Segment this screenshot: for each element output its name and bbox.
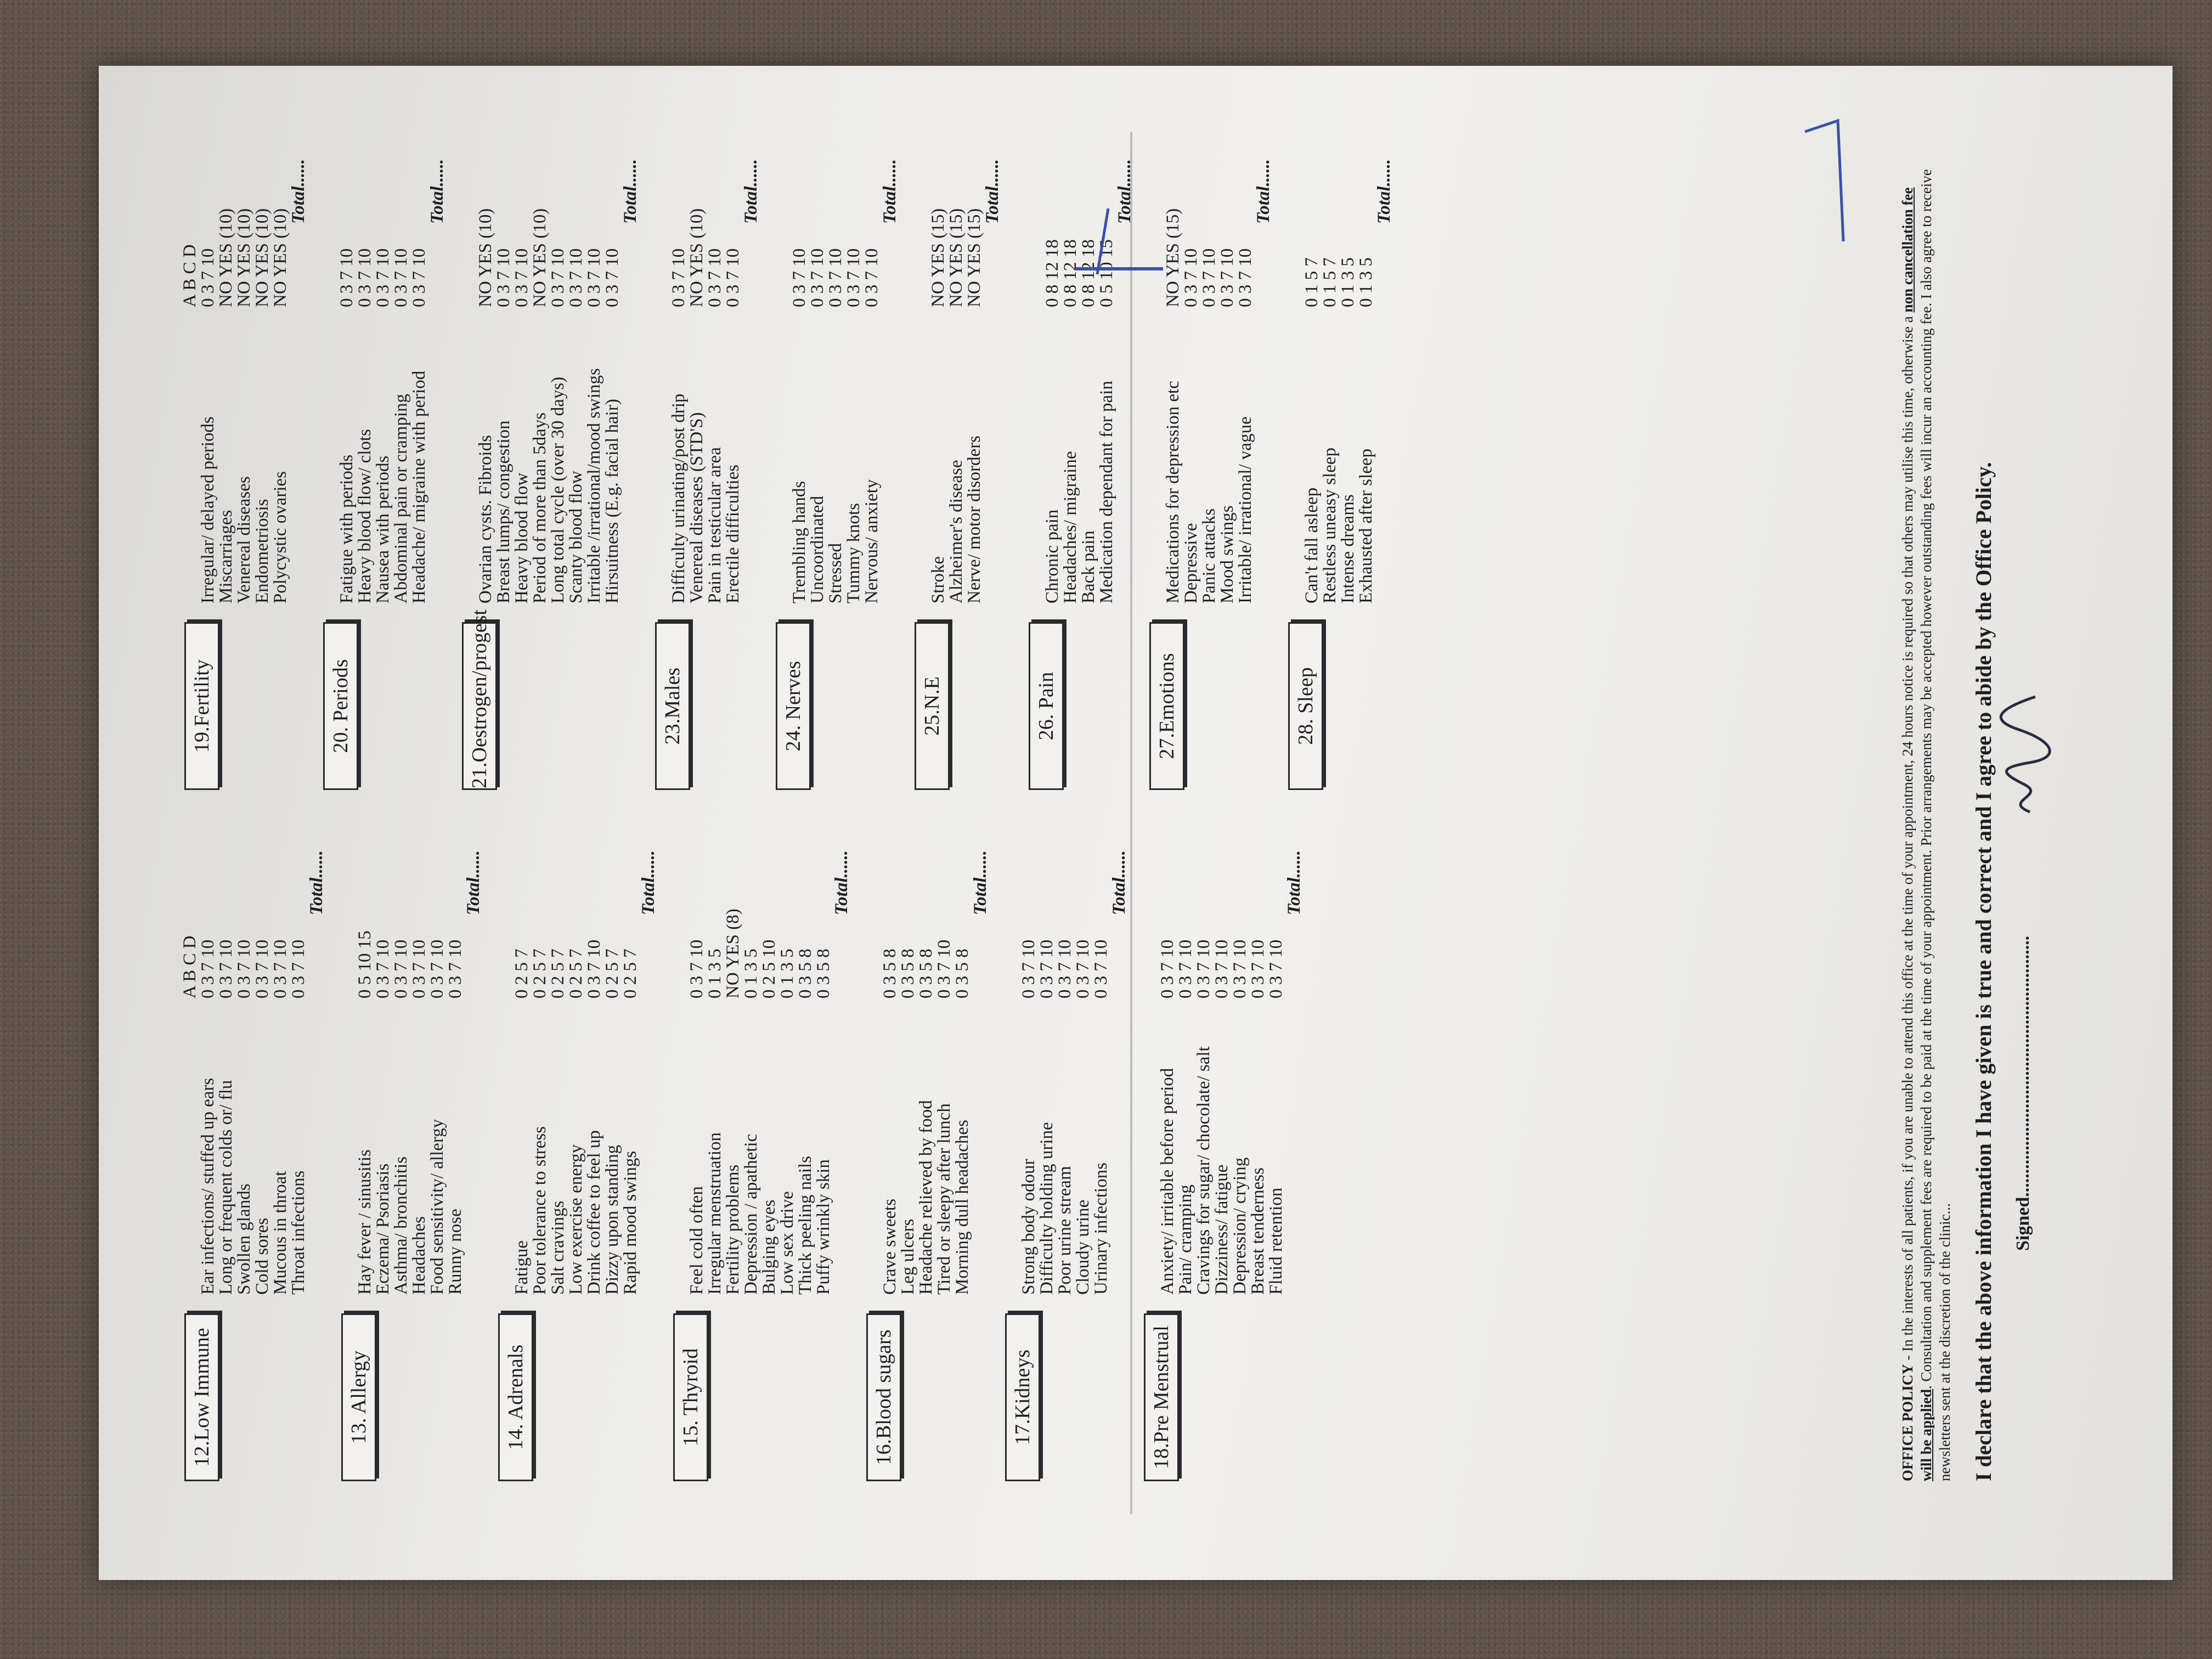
symptom-label: Irritable /irrational/mood swings (584, 368, 604, 603)
score-choice[interactable]: 0 3 7 10 (1212, 939, 1232, 998)
symptom-label: Depression/ crying (1230, 1157, 1250, 1295)
score-options (1141, 834, 1304, 998)
score-choice[interactable]: 0 8 12 18 (1060, 239, 1080, 307)
score-choice[interactable]: 0 3 7 10 (198, 939, 218, 998)
score-choice[interactable]: 0 3 7 10 (1037, 939, 1057, 998)
symptom-label: Thick peeling nails (795, 1156, 815, 1295)
section-19-fertility (181, 159, 315, 790)
section-25-n-e (911, 159, 1021, 790)
policy-underlined: non cancellation fee will be applied (1899, 187, 1934, 1481)
symptom-label: Leg ulcers (898, 1218, 918, 1295)
score-options (495, 834, 658, 998)
symptom-label: Alzheimer's disease (946, 460, 966, 603)
score-choice[interactable]: NO YES (15) (1163, 208, 1183, 307)
score-choice[interactable]: 0 3 7 10 (252, 939, 272, 998)
symptom-list (652, 318, 742, 603)
symptom-list (1146, 318, 1255, 603)
symptom-label: Cravings for sugar/ chocolate/ salt (1194, 1046, 1214, 1295)
section-total[interactable]: Total...... (1284, 850, 1304, 915)
symptom-label: Miscarriages (216, 510, 236, 603)
symptom-label: Dizzy upon standing (602, 1144, 622, 1295)
score-choice[interactable]: 0 3 7 10 (1230, 939, 1250, 998)
score-header (863, 834, 881, 998)
section-16-blood-sugars (863, 850, 997, 1481)
score-choice[interactable]: 0 2 5 7 (620, 949, 640, 998)
symptom-label: Back pain (1079, 531, 1098, 603)
policy-text-2: . Consultation and supplement fees are required to be paid at the time of your appointment. Prior arrangements may be accepted however outstanding fees will incur an accounting fee. I also agree to receive newsletters sent at the discretion of the clinic... (1918, 169, 1953, 1481)
score-options (652, 143, 760, 307)
score-header (495, 834, 513, 998)
section-20-periods (320, 159, 454, 790)
symptom-label: Tummy knots (844, 503, 864, 603)
score-choice[interactable]: 0 3 7 10 (391, 248, 411, 307)
symptom-label: Chronic pain (1042, 509, 1062, 603)
score-choice[interactable]: 0 3 7 10 (584, 939, 604, 998)
symptom-label: Stressed (826, 543, 845, 603)
symptom-label: Cloudy urine (1073, 1199, 1093, 1295)
score-header (459, 143, 477, 307)
score-choice[interactable]: NO YES (10) (216, 208, 236, 307)
score-choice[interactable]: 0 2 5 7 (548, 949, 568, 998)
symptom-label: Heavy blood flow (512, 472, 532, 603)
symptom-label: Fluid retention (1266, 1187, 1286, 1295)
score-header (772, 143, 791, 307)
score-header (911, 143, 929, 307)
symptom-label: Exhausted after sleep (1356, 448, 1376, 603)
score-choice[interactable]: NO YES (10) (270, 208, 290, 307)
symptom-label: Long total cycle (over 30 days) (548, 376, 568, 603)
score-choice[interactable]: 0 3 7 10 (1073, 939, 1093, 998)
symptom-label: Strong body odour (1019, 1159, 1039, 1295)
score-choice[interactable]: 0 3 7 10 (669, 248, 689, 307)
symptom-label: Hay fever / sinusitis (355, 1149, 375, 1295)
symptom-label: Pain/ cramping (1176, 1184, 1195, 1295)
score-choice[interactable]: NO YES (10) (476, 208, 495, 307)
score-choice[interactable]: 0 3 7 10 (512, 248, 532, 307)
symptom-label: Heavy blood flow/ clots (355, 428, 375, 603)
score-choice[interactable]: 0 3 5 8 (880, 949, 900, 998)
section-total[interactable]: Total...... (464, 850, 483, 915)
score-choice[interactable]: NO YES (15) (946, 208, 966, 307)
score-header: A B C D (180, 244, 200, 307)
score-choice[interactable]: 0 3 7 10 (373, 248, 393, 307)
section-title: 13. Allergy (341, 1313, 376, 1481)
footer (1898, 165, 2034, 1481)
score-choice[interactable]: 0 3 5 8 (795, 949, 815, 998)
score-choice[interactable]: 0 3 7 10 (198, 248, 218, 307)
symptom-label: Mucous in throat (270, 1171, 290, 1295)
section-13-allergy (338, 850, 490, 1481)
pen-annotation-marks (1075, 99, 2008, 351)
symptom-label: Cold sores (252, 1217, 272, 1295)
score-choice[interactable]: 0 3 7 10 (1235, 248, 1255, 307)
score-choice[interactable]: 0 3 7 10 (216, 939, 236, 998)
symptom-label: Anxiety/ irritable before period (1158, 1068, 1177, 1295)
score-choice[interactable]: 0 3 5 8 (898, 949, 918, 998)
symptom-list (495, 1009, 640, 1295)
score-choice[interactable]: 0 3 7 10 (1199, 248, 1219, 307)
section-total[interactable]: Total...... (1374, 159, 1394, 224)
section-title: 15. Thyroid (673, 1313, 708, 1481)
symptom-label: Morning dull headaches (952, 1120, 972, 1295)
symptom-label: Difficulty urinating/post drip (669, 393, 689, 603)
score-choice[interactable]: 0 3 7 10 (270, 939, 290, 998)
symptom-list (320, 318, 428, 603)
section-total[interactable]: Total...... (880, 159, 900, 224)
score-choice[interactable]: 0 3 7 10 (789, 248, 809, 307)
score-choice[interactable]: 0 3 7 10 (409, 939, 429, 998)
symptom-list (911, 318, 984, 603)
score-choice[interactable]: 0 2 5 7 (602, 949, 622, 998)
section-title: 26. Pain (1029, 622, 1064, 790)
score-choice[interactable]: 0 2 5 10 (759, 939, 779, 998)
symptom-label: Swollen glands (234, 1183, 254, 1295)
section-title: 16.Blood sugars (866, 1313, 901, 1481)
score-choice[interactable]: NO YES (15) (928, 208, 948, 307)
score-choice[interactable]: 0 5 10 15 (355, 930, 375, 998)
section-24-nerves (772, 159, 907, 790)
section-23-males (652, 159, 768, 790)
symptom-label: Urinary infections (1091, 1162, 1111, 1295)
symptom-list (459, 318, 622, 603)
score-choice[interactable]: 0 3 7 10 (1019, 939, 1039, 998)
section-title: 20. Periods (323, 622, 358, 790)
symptom-label: Throat infections (289, 1170, 308, 1295)
symptom-label: Nervous/ anxiety (862, 479, 882, 603)
score-choice[interactable]: 0 1 3 5 (777, 949, 797, 998)
score-choice[interactable]: 0 2 5 7 (566, 949, 586, 998)
score-choice[interactable]: 0 3 7 10 (934, 939, 954, 998)
section-18-pre-menstrual (1141, 850, 1311, 1481)
symptom-label: Eczema/ Psoriasis (373, 1163, 393, 1295)
symptom-label: Headache/ migraine with period (409, 370, 429, 603)
score-options (670, 834, 851, 998)
score-choice[interactable]: 0 3 7 10 (1194, 939, 1214, 998)
score-options (181, 143, 308, 307)
symptom-label: Medication dependant for pain (1097, 381, 1116, 603)
score-choice[interactable]: NO YES (8) (723, 909, 743, 998)
symptom-label: Venereal diseases (STD'S) (687, 412, 707, 603)
score-choice[interactable]: 0 1 5 7 (1320, 257, 1340, 307)
score-choice[interactable]: 0 3 7 10 (234, 939, 254, 998)
symptom-list (1002, 1009, 1110, 1295)
symptom-label: Difficulty holding urine (1037, 1122, 1057, 1295)
office-policy (1898, 165, 1954, 1481)
symptom-label: Uncoordinated (808, 495, 827, 603)
policy-text-1: - In the interests of all patients, if you are unable to attend this office at the time of your appointment, 24 hours notice is required so that others may utilise this time, otherwise a (1899, 312, 1916, 1364)
symptom-label: Polycystic ovaries (270, 471, 290, 603)
symptom-label: Poor urine stream (1055, 1166, 1075, 1295)
section-total[interactable]: Total...... (970, 850, 990, 915)
symptom-label: Long or frequent colds or/ flu (216, 1080, 236, 1295)
score-header: A B C D (180, 935, 200, 998)
score-choice[interactable]: 0 3 7 10 (391, 939, 411, 998)
section-21-oestrogen-progest (459, 159, 647, 790)
section-14-adrenals (495, 850, 665, 1481)
section-title: 18.Pre Menstrual (1144, 1313, 1179, 1481)
symptom-label: Erectile difficulties (723, 464, 743, 603)
section-title: 12.Low Immune (184, 1313, 219, 1481)
score-choice[interactable]: 0 3 7 10 (1181, 248, 1201, 307)
symptom-label: Low exercise energy (566, 1144, 586, 1295)
score-options (338, 834, 483, 998)
section-total[interactable]: Total...... (289, 159, 308, 224)
score-choice[interactable]: 0 3 7 10 (445, 939, 465, 998)
score-header (1025, 143, 1043, 307)
symptom-label: Restless uneasy sleep (1320, 447, 1340, 603)
score-header (670, 834, 688, 998)
symptom-list (772, 318, 881, 603)
score-choice[interactable]: 0 3 7 10 (687, 939, 707, 998)
section-12-low-immune (181, 850, 334, 1481)
symptom-label: Stroke (928, 556, 948, 603)
score-choice[interactable]: 0 3 7 10 (494, 248, 514, 307)
score-choice[interactable]: 0 8 12 18 (1079, 239, 1098, 307)
symptom-label: Abdominal pain or cramping (391, 393, 411, 603)
symptom-label: Feel cold often (687, 1186, 707, 1295)
score-choice[interactable]: 0 3 7 10 (1248, 939, 1268, 998)
symptom-label: Irregular/ delayed periods (198, 416, 218, 603)
section-total[interactable]: Total...... (1109, 850, 1129, 915)
symptom-label: Asthma/ bronchitis (391, 1156, 411, 1295)
section-15-thyroid (670, 850, 859, 1481)
symptom-label: Poor tolerance to stress (530, 1126, 550, 1295)
section-title: 19.Fertility (184, 622, 219, 790)
symptom-label: Food sensitivity/ allergy (427, 1119, 447, 1295)
symptom-label: Hirsuitness (E.g. facial hair) (602, 399, 622, 603)
section-17-kidneys (1002, 850, 1136, 1481)
score-options (911, 143, 1002, 307)
score-choice[interactable]: 0 3 7 10 (548, 248, 568, 307)
score-choice[interactable]: 0 3 7 10 (337, 248, 357, 307)
section-total[interactable]: Total...... (427, 159, 447, 224)
section-title: 25.N.E (915, 622, 950, 790)
questionnaire-page (99, 66, 2172, 1580)
score-choice[interactable]: 0 3 7 10 (723, 248, 743, 307)
score-choice[interactable]: 0 3 7 10 (566, 248, 586, 307)
score-choice[interactable]: 0 3 5 8 (916, 949, 936, 998)
score-options (1002, 834, 1128, 998)
score-choice[interactable]: NO YES (10) (252, 208, 272, 307)
score-choice[interactable]: 0 1 3 5 (1338, 257, 1358, 307)
score-choice[interactable]: 0 3 7 10 (1217, 248, 1237, 307)
symptom-label: Can't fall asleep (1302, 487, 1322, 603)
symptom-label: Crave sweets (880, 1198, 900, 1295)
score-choice[interactable]: 0 3 7 10 (409, 248, 429, 307)
score-choice[interactable]: 0 3 7 10 (1158, 939, 1177, 998)
section-total[interactable]: Total...... (1254, 159, 1273, 224)
symptom-label: Nerve/ motor disorders (964, 435, 984, 603)
symptom-label: Endometriosis (252, 499, 272, 603)
symptom-list (863, 1009, 972, 1295)
score-choice[interactable]: 0 1 3 5 (741, 949, 761, 998)
symptom-label: Breast tenderness (1248, 1167, 1268, 1295)
signature-field[interactable]: Signed........................................................ (2013, 935, 2033, 1251)
symptom-list (1285, 318, 1375, 603)
score-choice[interactable]: 0 3 7 10 (844, 248, 864, 307)
score-choice[interactable]: 0 3 7 10 (1091, 939, 1111, 998)
symptom-label: Headaches (409, 1216, 429, 1295)
section-title: 14. Adrenals (498, 1313, 533, 1481)
symptom-label: Panic attacks (1199, 508, 1219, 603)
score-choice[interactable]: 0 3 7 10 (1266, 939, 1286, 998)
section-total[interactable]: Total...... (307, 850, 326, 915)
score-choice[interactable]: 0 3 5 8 (814, 949, 833, 998)
score-options (772, 143, 899, 307)
section-title: 17.Kidneys (1005, 1313, 1040, 1481)
score-choice[interactable]: 0 3 7 10 (373, 939, 393, 998)
symptom-label: Irregular menstruation (705, 1132, 725, 1295)
symptom-label: Fatigue with periods (337, 454, 357, 603)
symptom-label: Mood swings (1217, 505, 1237, 603)
score-choice[interactable]: 0 3 7 10 (1176, 939, 1195, 998)
symptom-label: Fatigue (512, 1240, 532, 1295)
section-title: 23.Males (655, 622, 690, 790)
section-total[interactable]: Total...... (983, 159, 1002, 224)
score-choice[interactable]: NO YES (15) (964, 208, 984, 307)
score-choice[interactable]: 0 3 7 10 (355, 248, 375, 307)
symptom-list (1025, 318, 1116, 603)
score-header (1141, 834, 1159, 998)
score-options (181, 834, 326, 998)
score-choice[interactable]: 0 3 7 10 (862, 248, 882, 307)
symptom-label: Bulging eyes (759, 1199, 779, 1295)
symptom-label: Runny nose (445, 1209, 465, 1295)
score-options (863, 834, 990, 998)
section-total[interactable]: Total...... (832, 850, 851, 915)
symptom-label: Pain in testicular area (705, 447, 725, 603)
symptom-label: Ovarian cysts. Fibroids (476, 435, 495, 603)
symptom-label: Headaches/ migraine (1060, 451, 1080, 603)
symptom-label: Period of more than 5days (530, 412, 550, 603)
score-header (652, 143, 670, 307)
symptom-label: Dizziness/ fatigue (1212, 1164, 1232, 1295)
left-column (181, 850, 1316, 1481)
score-header (338, 834, 356, 998)
section-total[interactable]: Total...... (639, 850, 658, 915)
section-title: 21.Oestrogen/progest (462, 622, 497, 790)
score-choice[interactable]: 0 2 5 7 (512, 949, 532, 998)
score-choice[interactable]: 0 2 5 7 (530, 949, 550, 998)
section-title: 27.Emotions (1149, 622, 1184, 790)
score-header (1002, 834, 1020, 998)
symptom-label: Low sex drive (777, 1191, 797, 1295)
score-choice[interactable]: 0 5 10 15 (1097, 239, 1116, 307)
symptom-label: Scanty blood flow (566, 471, 586, 603)
score-choice[interactable]: NO YES (10) (687, 208, 707, 307)
symptom-label: Headache relieved by food (916, 1100, 936, 1295)
symptom-label: Rapid mood swings (620, 1150, 640, 1295)
score-choice[interactable]: 0 3 7 10 (808, 248, 827, 307)
symptom-label: Medications for depression etc (1163, 381, 1183, 603)
symptom-label: Intense dreams (1338, 494, 1358, 603)
score-choice[interactable]: 0 8 12 18 (1042, 239, 1062, 307)
score-header (320, 143, 338, 307)
section-total[interactable]: Total...... (620, 159, 640, 224)
symptom-list (1141, 1009, 1285, 1295)
symptom-label: Puffy wrinkly skin (814, 1159, 833, 1295)
score-choice[interactable]: NO YES (10) (530, 208, 550, 307)
symptom-list (181, 318, 290, 603)
score-choice[interactable]: 0 1 3 5 (1356, 257, 1376, 307)
symptom-list (670, 1009, 833, 1295)
score-choice[interactable]: 0 3 7 10 (1055, 939, 1075, 998)
policy-heading: OFFICE POLICY (1899, 1364, 1916, 1481)
section-total[interactable]: Total...... (1115, 159, 1135, 224)
score-options (320, 143, 447, 307)
score-choice[interactable]: 0 3 5 8 (952, 949, 972, 998)
score-choice[interactable]: 0 1 3 5 (705, 949, 725, 998)
symptom-label: Salt cravings (548, 1200, 568, 1295)
symptom-label: Tired or sleepy after lunch (934, 1103, 954, 1295)
symptom-label: Depression / apathetic (741, 1133, 761, 1295)
score-choice[interactable]: 0 3 7 10 (289, 939, 308, 998)
symptom-label: Depressive (1181, 523, 1201, 603)
score-choice[interactable]: 0 3 7 10 (602, 248, 622, 307)
symptom-list (338, 1009, 465, 1295)
score-options (459, 143, 640, 307)
declaration: I declare that the above information I have given is true and correct and I agree to abide by the Office Policy. (1971, 462, 1996, 1481)
score-choice[interactable]: 0 3 7 10 (705, 248, 725, 307)
score-choice[interactable]: 0 3 7 10 (427, 939, 447, 998)
score-choice[interactable]: 0 3 7 10 (826, 248, 845, 307)
score-choice[interactable]: 0 3 7 10 (584, 248, 604, 307)
section-total[interactable]: Total...... (741, 159, 761, 224)
symptom-label: Drink coffee to feel up (584, 1130, 604, 1295)
symptom-label: Trembling hands (789, 481, 809, 603)
symptom-label: Fertility problems (723, 1164, 743, 1295)
symptom-label: Breast lumps/ congestion (494, 420, 514, 603)
score-choice[interactable]: NO YES (10) (234, 208, 254, 307)
symptom-label: Irritable/ irrational/ vague (1235, 416, 1255, 603)
symptom-label: Venereal diseases (234, 476, 254, 603)
symptom-list (181, 1009, 308, 1295)
symptom-label: Nausea with periods (373, 455, 393, 603)
section-title: 28. Sleep (1288, 622, 1323, 790)
symptom-label: Ear infections/ stuffed up ears (198, 1077, 218, 1295)
section-title: 24. Nerves (776, 622, 811, 790)
score-choice[interactable]: 0 1 5 7 (1302, 257, 1322, 307)
